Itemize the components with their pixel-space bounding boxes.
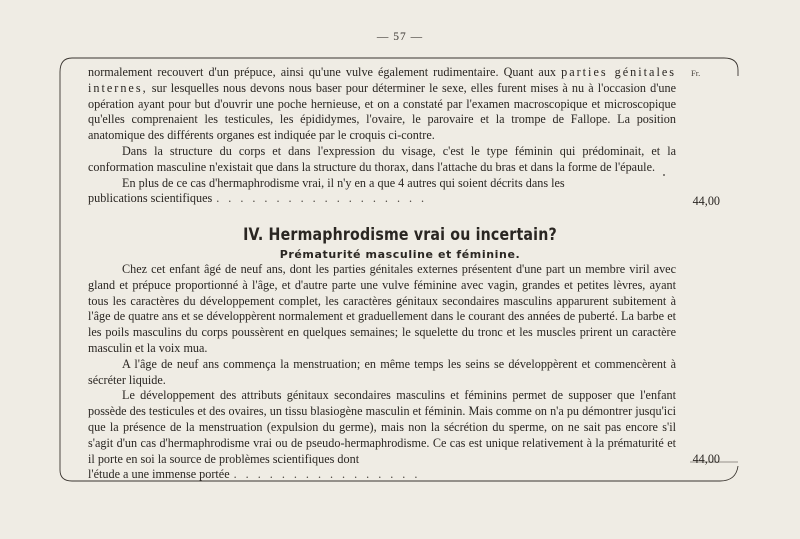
leader-line-1: publications scientifiques .................. [88,191,676,207]
paragraph-5: A l'âge de neuf ans commença la menstruation; en même temps les seins se développèrent et commencèrent à sécréter liquide. [88,356,676,387]
paragraph-2: Dans la structure du corps et dans l'expression du visage, c'est le type féminin qui prédominait, et la conformation masculine n'existait que dans la structure du thorax, dans l'attache du bras et dans la forme de l'épaule. [88,143,676,174]
frame-top-rule [60,58,72,481]
paragraph-4: Chez cet enfant âgé de neuf ans, dont les parties génitales externes présentent d'une part un membre viril avec gland et prépuce proportionné à l'âge, et d'autre parte une vulve féminine avec vagin, grandes et petites lèvres, ayant tous les caractères du développement complet, les caractères génitaux secondaires masculins apparurent subitement à l'âge de quatre ans et se développèrent normalement et graduellement dans le courant des années de puberté. La barbe et les poils masculins du corps poussèrent en quelques semaines; le squelette du tronc et les muscles prirent un caractère masculin et la voix mua. [88,262,676,355]
leader-dots: ................ [233,467,427,482]
leader-dots: .................. [216,191,434,206]
section-subtitle: Prématurité masculine et féminine. [279,248,521,261]
page-number: — 57 — [376,31,424,43]
leader-line-2: l'étude a une immense portée ................ [88,467,676,483]
section-title: IV. Hermaphrodisme vrai ou incertain? [243,225,557,244]
paragraph-3: En plus de ce cas d'hermaphrodisme vrai, il n'y en a que 4 autres qui soient décrits dans les [122,175,565,190]
text-block-2 [88,262,676,483]
paragraph-1: normalement recouvert d'un prépuce, ainsi qu'une vulve également rudimentaire. Quant aux parties génitales internes, sur lesquelles nous devons nous baser pour déterminer le sexe, elles furent mises à nu à l'occasion d'une opération ayant pour but d'ouvrir une poche hernieuse, et on a constaté par l'examen macroscopique et microscopique qu'elles comprenaient les testicules, les épididymes, l'ovaire, le parovaire et la trompe de Fallope. La position anatomique des différents organes est indiquée par le croquis ci-contre. [88,65,676,143]
spaced-phrase: parties génitales internes, [88,65,676,95]
paragraph-6: Le développement des attributs génitaux secondaires masculins et féminins permet de supposer que l'enfant possède des testicules et des ovaires, un tissu blasiogène masculin et féminin. Mais comme on n'a pu démontrer jusqu'ici que la présence de la menstruation (expulsion du germe), mais non la sécrétion du sperme, on ne sait pas encore s'il s'agit d'un cas d'hermaphrodisme vrai ou de pseudo-hermaphrodisme. Ce cas est unique relativement à la prématurité et il porte en soi la source de problèmes scientifiques dont [88,388,676,466]
margin-note: Fr. [691,68,701,78]
price-2: 44,00 [692,452,720,466]
text-block-1 [88,65,676,207]
price-1: 44,00 [692,194,720,208]
